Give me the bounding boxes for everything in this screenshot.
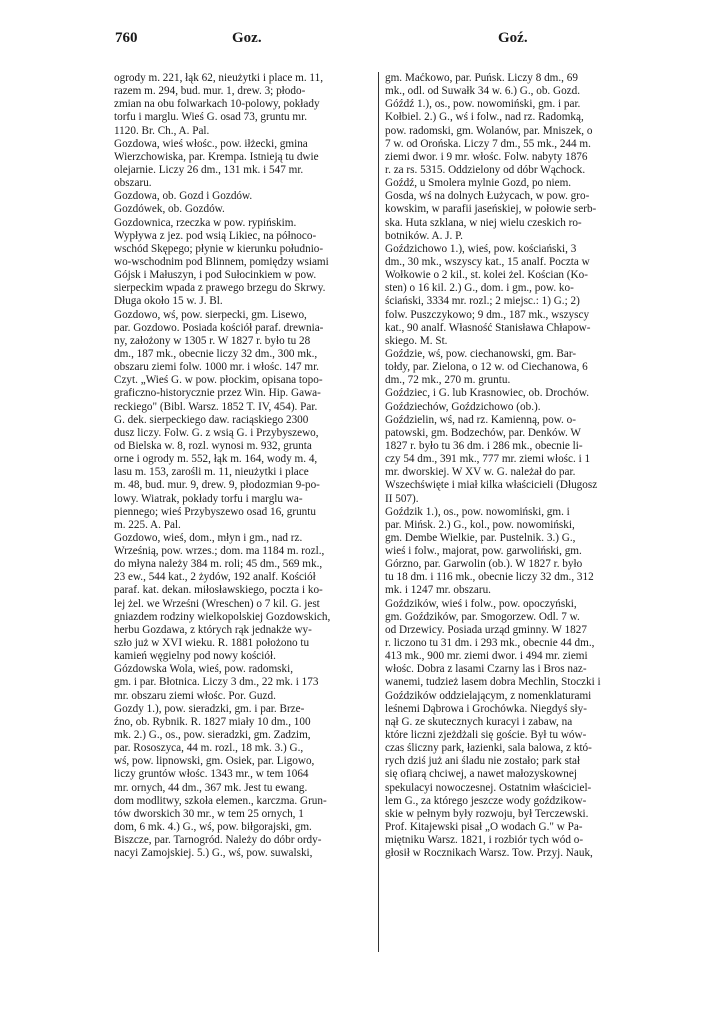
text-line: które liczni zjeżdżali się goście. Był tu wów- [385,729,587,742]
text-line: razem m. 294, bud. mur. 1, drew. 3; płodo- [114,85,306,98]
text-line: orne i ogrody m. 552, łąk m. 164, wody m. 4, [114,453,318,466]
text-line: obszaru ziemi folw. 1000 mr. i włośc. 147 mr. [114,361,319,374]
text-line: pow. radomski, gm. Wolanów, par. Mniszek, o [385,124,593,137]
text-line: od Drzewicy. Posiada urząd gminny. W 1827 [385,623,587,636]
text-line: nął G. ze skutecznych kuracyi i zabaw, na [385,715,573,728]
text-line: kowskim, w parafii jaseńskiej, w połowie serb- [385,203,597,216]
text-line: m. 48, bud. mur. 9, drew. 9, płodozmian 9-po- [114,479,320,492]
text-line: ska. Huta szklana, w niej wielu czeskich ro- [385,216,582,229]
text-line: mk., odl. od Suwałk 34 w. 6.) G., ob. Gozd. [385,85,581,98]
text-line: lowy. Wiatrak, pokłady torfu i marglu wa- [114,492,303,505]
text-line: Czyt. „Wieś G. w pow. płockim, opisana topo- [114,374,323,387]
left-column [114,72,380,860]
text-line: ogrody m. 221, łąk 62, nieużytki i place m. 11, [114,72,324,84]
text-line: mr. obszaru ziemi włośc. Por. Guzd. [114,689,276,702]
text-line: szło już w XVI wieku. R. 1881 położono tu [114,637,310,650]
text-line: skie w pełnym były rozwoju, był Terczewski. [385,807,589,820]
text-line: Gójsk i Małuszyn, i pod Sułocinkiem w pow. [114,269,317,282]
text-line: lasu m. 153, zarośli m. 11, nieużytki i place [114,466,309,479]
text-line: par. Gozdowo. Posiada kościół paraf. drewnia- [114,321,324,334]
text-line: Goźdź, u Smolera mylnie Gozd, po niem. [385,177,572,190]
text-line: gm. Maćkowo, par. Puńsk. Liczy 8 dm., 69 [385,72,578,84]
page-number: 760 [115,30,138,46]
text-line: do młyna należy 384 m. roli; 45 dm., 569 mk., [114,558,323,571]
text-line: wschód Skępego; płynie w kierunku południo- [114,242,324,255]
text-line: głosił w Rocznikach Warsz. Tow. Przyj. Nauk, [385,847,593,860]
text-line: dm., 72 mk., 270 m. gruntu. [385,374,511,387]
text-line: Gózdowska Wola, wieś, pow. radomski, [114,663,294,676]
text-line: Goździków, wieś i folw., pow. opoczyński, [385,597,577,610]
text-line: 1120. Br. Ch., A. Pal. [114,124,210,137]
text-line: botników. A. J. P. [385,229,463,242]
text-line: par. Rososzyca, 44 m. rozl., 18 mk. 3.) G., [114,742,304,755]
text-line: Wszechświęte i miał kilka właścicieli (Długosz [385,479,598,492]
text-line: czas śliczny park, łazienki, sala balowa, z któ- [385,742,592,755]
text-line: od Bielska w. 8, rozl. wynosi m. 932, grunta [114,439,312,452]
text-line: Kołbiel. 2.) G., wś i folw., nad rz. Radomką, [385,111,584,124]
text-line: wo-wschodnim pod Blinnem, pomiędzy wsiami [114,255,329,268]
text-line: wieś i folw., majorat, pow. garwoliński, gm. [385,545,582,558]
text-line: kamień węgielny pod nowy kościół. [114,650,276,663]
text-line: Biszcze, par. Tarnogród. Należy do dóbr ordy- [114,834,322,847]
text-line: gniazdem rodziny wielkopolskiej Gozdowskich, [114,610,331,623]
text-line: r. za rs. 5315. Oddzielony od dóbr Wąchock. [385,163,586,176]
text-line: Gozdowo, wieś, dom., młyn i gm., nad rz. [114,531,303,544]
text-line: dom modlitwy, szkoła elemen., karczma. Grun- [114,794,327,807]
text-line: paraf. kat. dekan. miłosławskiego, poczta i ko- [114,584,323,597]
text-line: sierpeckim wpada z prawego brzegu do Skrwy. [114,282,326,295]
text-line: nacyi Zamojskiej. 5.) G., wś, pow. suwalski, [114,847,313,860]
text-line: Gozdy 1.), pow. sieradzki, gm. i par. Brze- [114,702,305,715]
text-line: Goździe, wś, pow. ciechanowski, gm. Bar- [385,347,577,360]
text-line: Wypływa z jez. pod wsią Likiec, na północo- [114,229,317,242]
text-line: spekulacyi nowoczesnej. Ostatnim właściciel- [385,781,592,794]
text-line: włośc. Dobra z lasami Czarny las i Bros naz- [385,663,587,676]
text-line: Wierzchowiska, par. Krempa. Istnieją tu dwie [114,150,319,163]
text-line: Wrześnią, pow. wrzes.; dom. ma 1184 m. rozl., [114,545,325,558]
text-line: Goździechów, Goździchowo (ob.). [385,400,541,413]
text-line: tu 18 dm. i 116 mk., obecnie liczy 32 dm., 312 [385,571,594,584]
text-line: tołdy, par. Zielona, o 12 w. od Ciechanowa, 6 [385,361,588,374]
text-line: Goździków oddzielającym, z nomenklaturami [385,689,592,702]
text-line: skiego. M. St. [385,334,448,347]
text-line: mk. 2.) G., os., pow. sieradzki, gm. Zadzim, [114,729,311,742]
text-line: Goździk 1.), os., pow. nowomiński, gm. i [385,505,570,518]
text-line: Goździelin, wś, nad rz. Kamienną, pow. o- [385,413,576,426]
text-line: Goździchowo 1.), wieś, pow. kościański, 3 [385,242,577,255]
text-line: Goździec, i G. lub Krasnowiec, ob. Drochów. [385,387,590,400]
text-line: Długa około 15 w. J. Bl. [114,295,223,308]
text-line: dusz liczy. Folw. G. z wsią G. i Przybyszewo, [114,426,319,439]
text-line: lej żel. we Wrześni (Wreschen) o 7 kil. G. jest [114,597,320,610]
text-line: zmian na obu folwarkach 10-polowy, pokłady [114,98,320,111]
text-line: II 507). [385,492,419,505]
text-line: źno, ob. Rybnik. R. 1827 miały 10 dm., 100 [114,715,311,728]
text-line: ziemi dwor. i 9 mr. włośc. Folw. nabyty 1876 [385,150,588,163]
text-line: gm. i par. Błotnica. Liczy 3 dm., 22 mk. i 173 [114,676,319,689]
text-line: Wołkowie o 2 kil., st. kolei żel. Kościan (Ko- [385,269,588,282]
text-line: lem G., za którego jeszcze wody goździkow- [385,794,587,807]
right-column [385,72,667,860]
text-line: liczy gruntów włośc. 1343 mr., w tem 1064 [114,768,309,781]
text-line: 413 mk., 900 mr. ziemi dwor. i 494 mr. ziemi [385,650,588,663]
text-line: par. Mińsk. 2.) G., kol., pow. nowomiński, [385,518,575,531]
text-line: G. dek. sierpeckiego daw. raciąskiego 2300 [114,413,309,426]
text-line: Gozdowa, ob. Gozd i Gozdów. [114,190,253,203]
text-line: tów dworskich 30 mr., w tem 25 ornych, 1 [114,807,304,820]
text-line: m. 225. A. Pal. [114,518,181,531]
text-line: 1827 r. było tu 36 dm. i 286 mk., obecnie li- [385,439,583,452]
text-line: sten) o 16 kil. 2.) G., dom. i gm., pow. ko- [385,282,574,295]
text-line: gm. Goździków, par. Smogorzew. Odl. 7 w. [385,610,580,623]
text-line: kat., 90 analf. Własność Stanisława Chłapow- [385,321,591,334]
text-line: wś, pow. lipnowski, gm. Osiek, par. Ligowo, [114,755,315,768]
text-line: torfu i marglu. Wieś G. osad 73, gruntu mr. [114,111,308,124]
text-line: Prof. Kitajewski pisał „O wodach G." w Pa- [385,821,583,834]
text-line: Gozdowa, wieś włośc., pow. iłżecki, gmina [114,137,308,150]
text-line: herbu Gozdawa, z których rąk jednakże wy- [114,623,312,636]
text-line: graficzno-historycznie przez Win. Hip. Gawa- [114,387,321,400]
text-line: piennego; wieś Przybyszewo osad 16, gruntu [114,505,316,518]
text-line: Gozdownica, rzeczka w pow. rypińskim. [114,216,297,229]
text-line: dm., 30 mk., wszyscy kat., 15 analf. Poczta w [385,255,590,268]
text-line: mk. i 1247 mr. obszaru. [385,584,491,597]
text-line: rych dziś już ani śladu nie zostało; park stał [385,755,581,768]
text-line: 23 ew., 544 kat., 2 żydów, 192 analf. Kościół [114,571,316,584]
text-line: miętniku Warsz. 1821, i rozbiór tych wód o- [385,834,584,847]
text-line: wanemi, tudzież lasem dobra Mechlin, Stoczki i [385,676,601,689]
page-header [0,30,720,52]
text-line: się ofiarą chciwej, a nawet małozyskownej [385,768,577,781]
text-line: r. liczono tu 31 dm. i 293 mk., obecnie 44 dm., [385,637,595,650]
text-line: czy 54 dm., 391 mk., 777 mr. ziemi włośc. i 1 [385,453,591,466]
text-line: obszaru. [114,177,152,190]
text-line: Góźdź 1.), os., pow. nowomiński, gm. i par. [385,98,581,111]
text-line: mr. ornych, 44 dm., 367 mk. Jest tu ewang. [114,781,308,794]
text-line: gm. Dembe Wielkie, par. Pustelnik. 3.) G., [385,531,576,544]
text-line: olejarnie. Liczy 26 dm., 131 mk. i 547 mr. [114,163,304,176]
text-line: Gozdowo, wś, pow. sierpecki, gm. Lisewo, [114,308,307,321]
text-line: leśnemi Dąbrowa i Grochówka. Niegdyś sły- [385,702,587,715]
text-line: mr. dworskiej. W XV w. G. należał do par. [385,466,576,479]
text-line: patowski, gm. Bodzechów, par. Denków. W [385,426,581,439]
text-line: Gozdówek, ob. Gozdów. [114,203,225,216]
text-line: Gosda, wś na dolnych Łużycach, w pow. gro- [385,190,590,203]
text-line: 7 w. od Orońska. Liczy 7 dm., 55 mk., 244 m. [385,137,591,150]
text-line: ny, założony w 1305 r. W 1827 r. było tu 28 [114,334,311,347]
text-line: folw. Puszczykowo; 9 dm., 187 mk., wszyscy [385,308,590,321]
text-line: dom, 6 mk. 4.) G., wś, pow. biłgorajski, gm. [114,821,312,834]
right-running-head: Goź. [498,30,528,46]
text-line: dm., 187 mk., obecnie liczy 32 dm., 300 mk., [114,347,318,360]
text-line: reckiego" (Bibl. Warsz. 1852 T. IV, 454). Par. [114,400,318,413]
text-line: ściański, 3334 mr. rozl.; 2 miejsc.: 1) G.; 2) [385,295,580,308]
left-running-head: Goz. [232,30,262,46]
text-line: Górzno, par. Garwolin (ob.). W 1827 r. było [385,558,583,571]
